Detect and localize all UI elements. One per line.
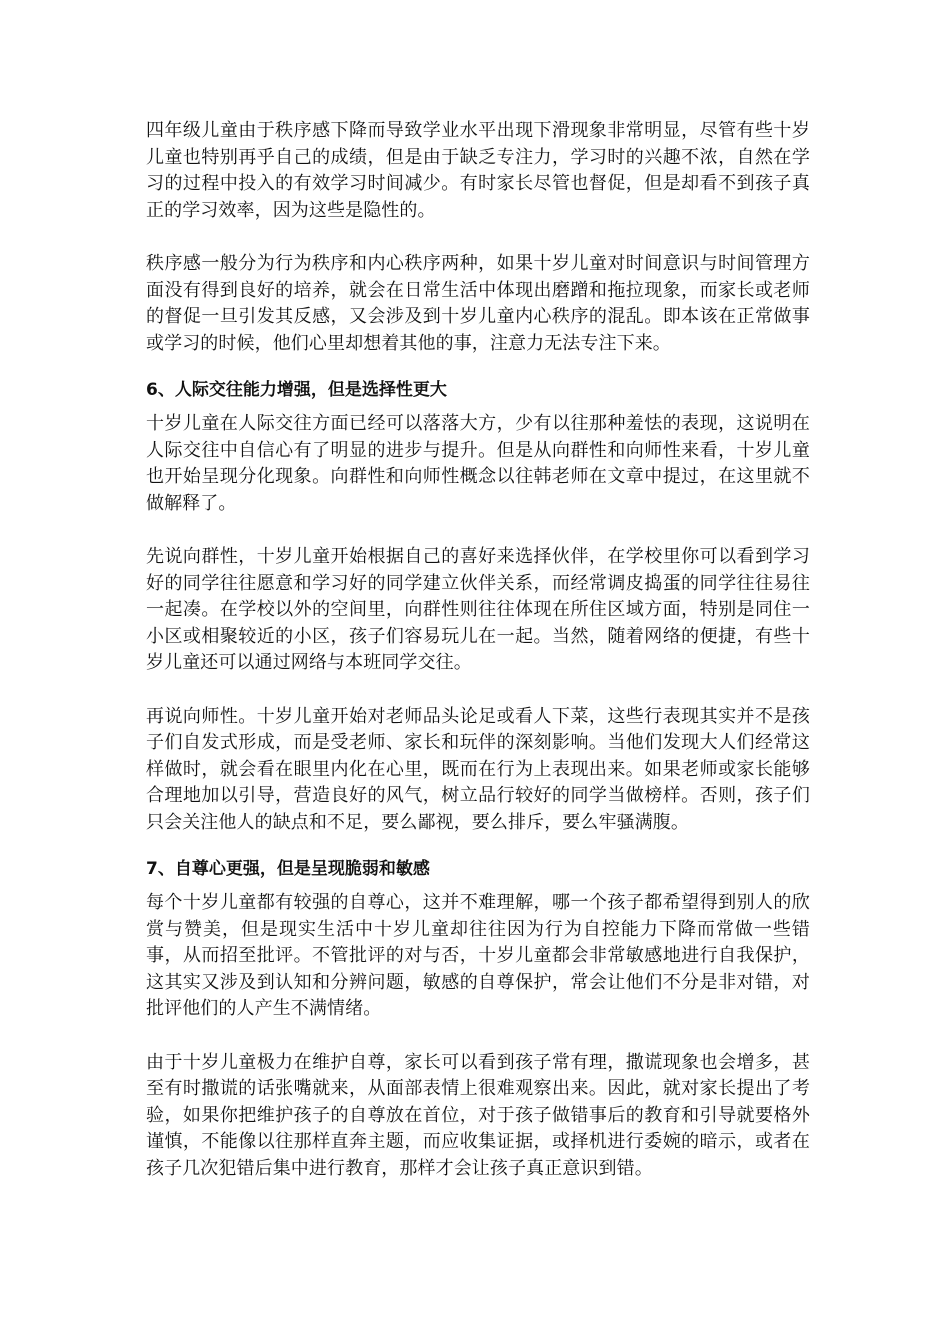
paragraph-self-esteem: 每个十岁儿童都有较强的自尊心，这并不难理解，哪一个孩子都希望得到别人的欣赏与赞美，但是现实生活中十岁儿童却往往因为行为自控能力下降而常做一些错事，从而招至批评。不管批评的对与否，十岁儿童都会非常敏感地进行自我保护，这其实又涉及到认知和分辨问题，敏感的自尊保护，常会让他们不分是非对错，对批评他们的人产生不满情绪。 <box>146 892 810 1019</box>
paragraph-gap <box>146 517 810 544</box>
section-heading-7: 7、自尊心更强，但是呈现脆弱和敏感 <box>146 859 430 879</box>
paragraph-social-skills: 十岁儿童在人际交往方面已经可以落落大方，少有以往那种羞怯的表现，这说明在人际交往中自信心有了明显的进步与提升。但是从向群性和向师性来看，十岁儿童也开始呈现分化现象。向群性和向师性概念以往韩老师在文章中提过，在这里就不做解释了。 <box>146 413 810 514</box>
paragraph-gap <box>146 1023 810 1050</box>
paragraph-teacher-orientation: 再说向师性。十岁儿童开始对老师品头论足或看人下菜，这些行表现其实并不是孩子们自发式形成，而是受老师、家长和玩伴的深刻影响。当他们发现大人们经常这样做时，就会看在眼里内化在心里，既而在行为上表现出来。如果老师或家长能够合理地加以引导，营造良好的风气，树立品行较好的同学当做榜样。否则，孩子们只会关注他人的缺点和不足，要么鄙视，要么排斥，要么牢骚满腹。 <box>146 705 810 833</box>
paragraph-lying-guidance: 由于十岁儿童极力在维护自尊，家长可以看到孩子常有理，撒谎现象也会增多，甚至有时撒谎的话张嘴就来，从面部表情上很难观察出来。因此，就对家长提出了考验，如果你把维护孩子的自尊放在首位，对于孩子做错事后的教育和引导就要格外谨慎，不能像以往那样直奔主题，而应收集证据，或择机进行委婉的暗示，或者在孩子几次犯错后集中进行教育，那样才会让孩子真正意识到错。 <box>146 1051 810 1179</box>
paragraph-gap <box>146 677 810 704</box>
heading-gap <box>146 403 810 411</box>
heading-gap <box>146 836 810 856</box>
section-heading-6: 6、人际交往能力增强，但是选择性更大 <box>146 380 447 400</box>
heading-gap <box>146 357 810 377</box>
paragraph-group-orientation: 先说向群性，十岁儿童开始根据自己的喜好来选择伙伴，在学校里你可以看到学习好的同学往往愿意和学习好的同学建立伙伴关系，而经常调皮捣蛋的同学往往易往一起凑。在学校以外的空间里，向群性则往往体现在所住区域方面，特别是同住一小区或相聚较近的小区，孩子们容易玩儿在一起。当然，随着网络的便捷，有些十岁儿童还可以通过网络与本班同学交往。 <box>146 546 810 673</box>
paragraph-order-sense-types: 秩序感一般分为行为秩序和内心秩序两种，如果十岁儿童对时间意识与时间管理方面没有得到良好的培养，就会在日常生活中体现出磨蹭和拖拉现象，而家长或老师的督促一旦引发其反感，又会涉及到十岁儿童内心秩序的混乱。即本该在正常做事或学习的时候，他们心里却想着其他的事，注意力无法专注下来。 <box>146 253 810 354</box>
document-page <box>146 118 810 1182</box>
paragraph-order-sense-grades: 四年级儿童由于秩序感下降而导致学业水平出现下滑现象非常明显，尽管有些十岁儿童也特别再乎自己的成绩，但是由于缺乏专注力，学习时的兴趣不浓，自然在学习的过程中投入的有效学习时间减少。有时家长尽管也督促，但是却看不到孩子真正的学习效率，因为这些是隐性的。 <box>146 120 810 221</box>
paragraph-gap <box>146 224 810 251</box>
heading-gap <box>146 882 810 890</box>
